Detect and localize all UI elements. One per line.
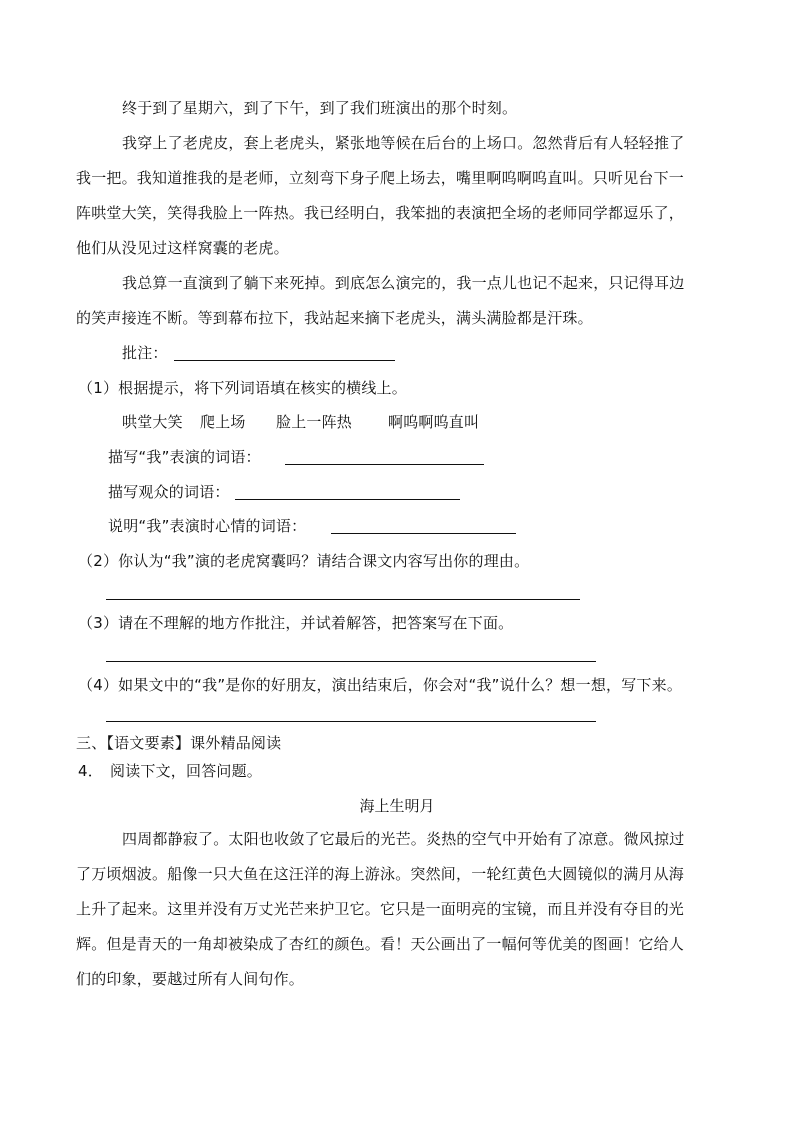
item-number: 4． (78, 762, 103, 780)
passage-b-line-3: 上升了起来。这里并没有万丈光芒来护卫它。它只是一面明亮的宝镜，而且并没有夺目的光 (76, 900, 685, 918)
passage-paragraph-3-line-1: 我总算一直演到了躺下来死掉。到底怎么演完的，我一点儿也记不起来，只记得耳边 (122, 274, 685, 292)
annotation-answer-line[interactable] (174, 360, 395, 361)
passage-b-line-2: 了万顷烟波。船像一只大鱼在这汪洋的海上游泳。突然间，一轮红黄色大圆镜似的满月从海 (76, 865, 685, 883)
question-2-prompt: （2）你认为“我”演的老虎窝囊吗？请结合课文内容写出你的理由。 (78, 552, 530, 570)
passage-b-line-1: 四周都静寂了。太阳也收敛了它最后的光芒。炎热的空气中开始有了凉意。微风掠过 (122, 830, 685, 848)
question-1-prompt: （1）根据提示，将下列词语填在核实的横线上。 (78, 379, 407, 397)
passage-paragraph-2-line-2: 我一把。我知道推我的是老师，立刻弯下身子爬上场去，嘴里啊呜啊呜直叫。只听见台下一 (76, 169, 685, 187)
word-bank-item: 啊呜啊呜直叫 (388, 413, 480, 431)
question-1-blank-2-line[interactable] (235, 499, 460, 500)
question-1-blank-3-line[interactable] (331, 533, 516, 534)
question-1-blank-2-label: 描写观众的词语： (108, 483, 230, 501)
word-bank-item: 哄堂大笑 (122, 413, 183, 431)
annotation-label: 批注： (122, 344, 168, 362)
item-instruction: 阅读下文，回答问题。 (110, 762, 263, 780)
passage-b-line-4: 辉。但是青天的一角却被染成了杏红的颜色。看！天公画出了一幅何等优美的图画！它给人 (76, 935, 685, 953)
question-2-answer-line[interactable] (106, 599, 580, 600)
question-3-answer-line[interactable] (106, 661, 596, 662)
word-bank-item: 脸上一阵热 (276, 413, 353, 431)
passage-paragraph-1: 终于到了星期六，到了下午，到了我们班演出的那个时刻。 (122, 99, 518, 117)
passage-paragraph-3-line-2: 的笑声接连不断。等到幕布拉下，我站起来摘下老虎头，满头满脸都是汗珠。 (76, 309, 593, 327)
passage-paragraph-2-line-4: 他们从没见过这样窝囊的老虎。 (76, 239, 289, 257)
question-3-prompt: （3）请在不理解的地方作批注，并试着解答，把答案写在下面。 (78, 614, 514, 632)
passage-paragraph-2-line-1: 我穿上了老虎皮，套上老虎头，紧张地等候在后台的上场口。忽然背后有人轻轻推了 (122, 134, 685, 152)
question-4-answer-line[interactable] (106, 721, 596, 722)
question-1-blank-1-line[interactable] (285, 464, 484, 465)
section-3-heading: 三、【语文要素】课外精品阅读 (76, 734, 282, 752)
word-bank-item: 爬上场 (200, 413, 246, 431)
passage-b-line-5: 们的印象，要越过所有人间句作。 (76, 970, 305, 988)
question-4-prompt: （4）如果文中的“我”是你的好朋友，演出结束后，你会对“我”说什么？想一想，写下来。 (78, 676, 683, 694)
passage-title: 海上生明月 (359, 797, 435, 815)
passage-paragraph-2-line-3: 阵哄堂大笑，笑得我脸上一阵热。我已经明白，我笨拙的表演把全场的老师同学都逗乐了， (76, 204, 685, 222)
question-1-blank-3-label: 说明“我”表演时心情的词语： (108, 517, 307, 535)
question-1-blank-1-label: 描写“我”表演的词语： (108, 448, 261, 466)
